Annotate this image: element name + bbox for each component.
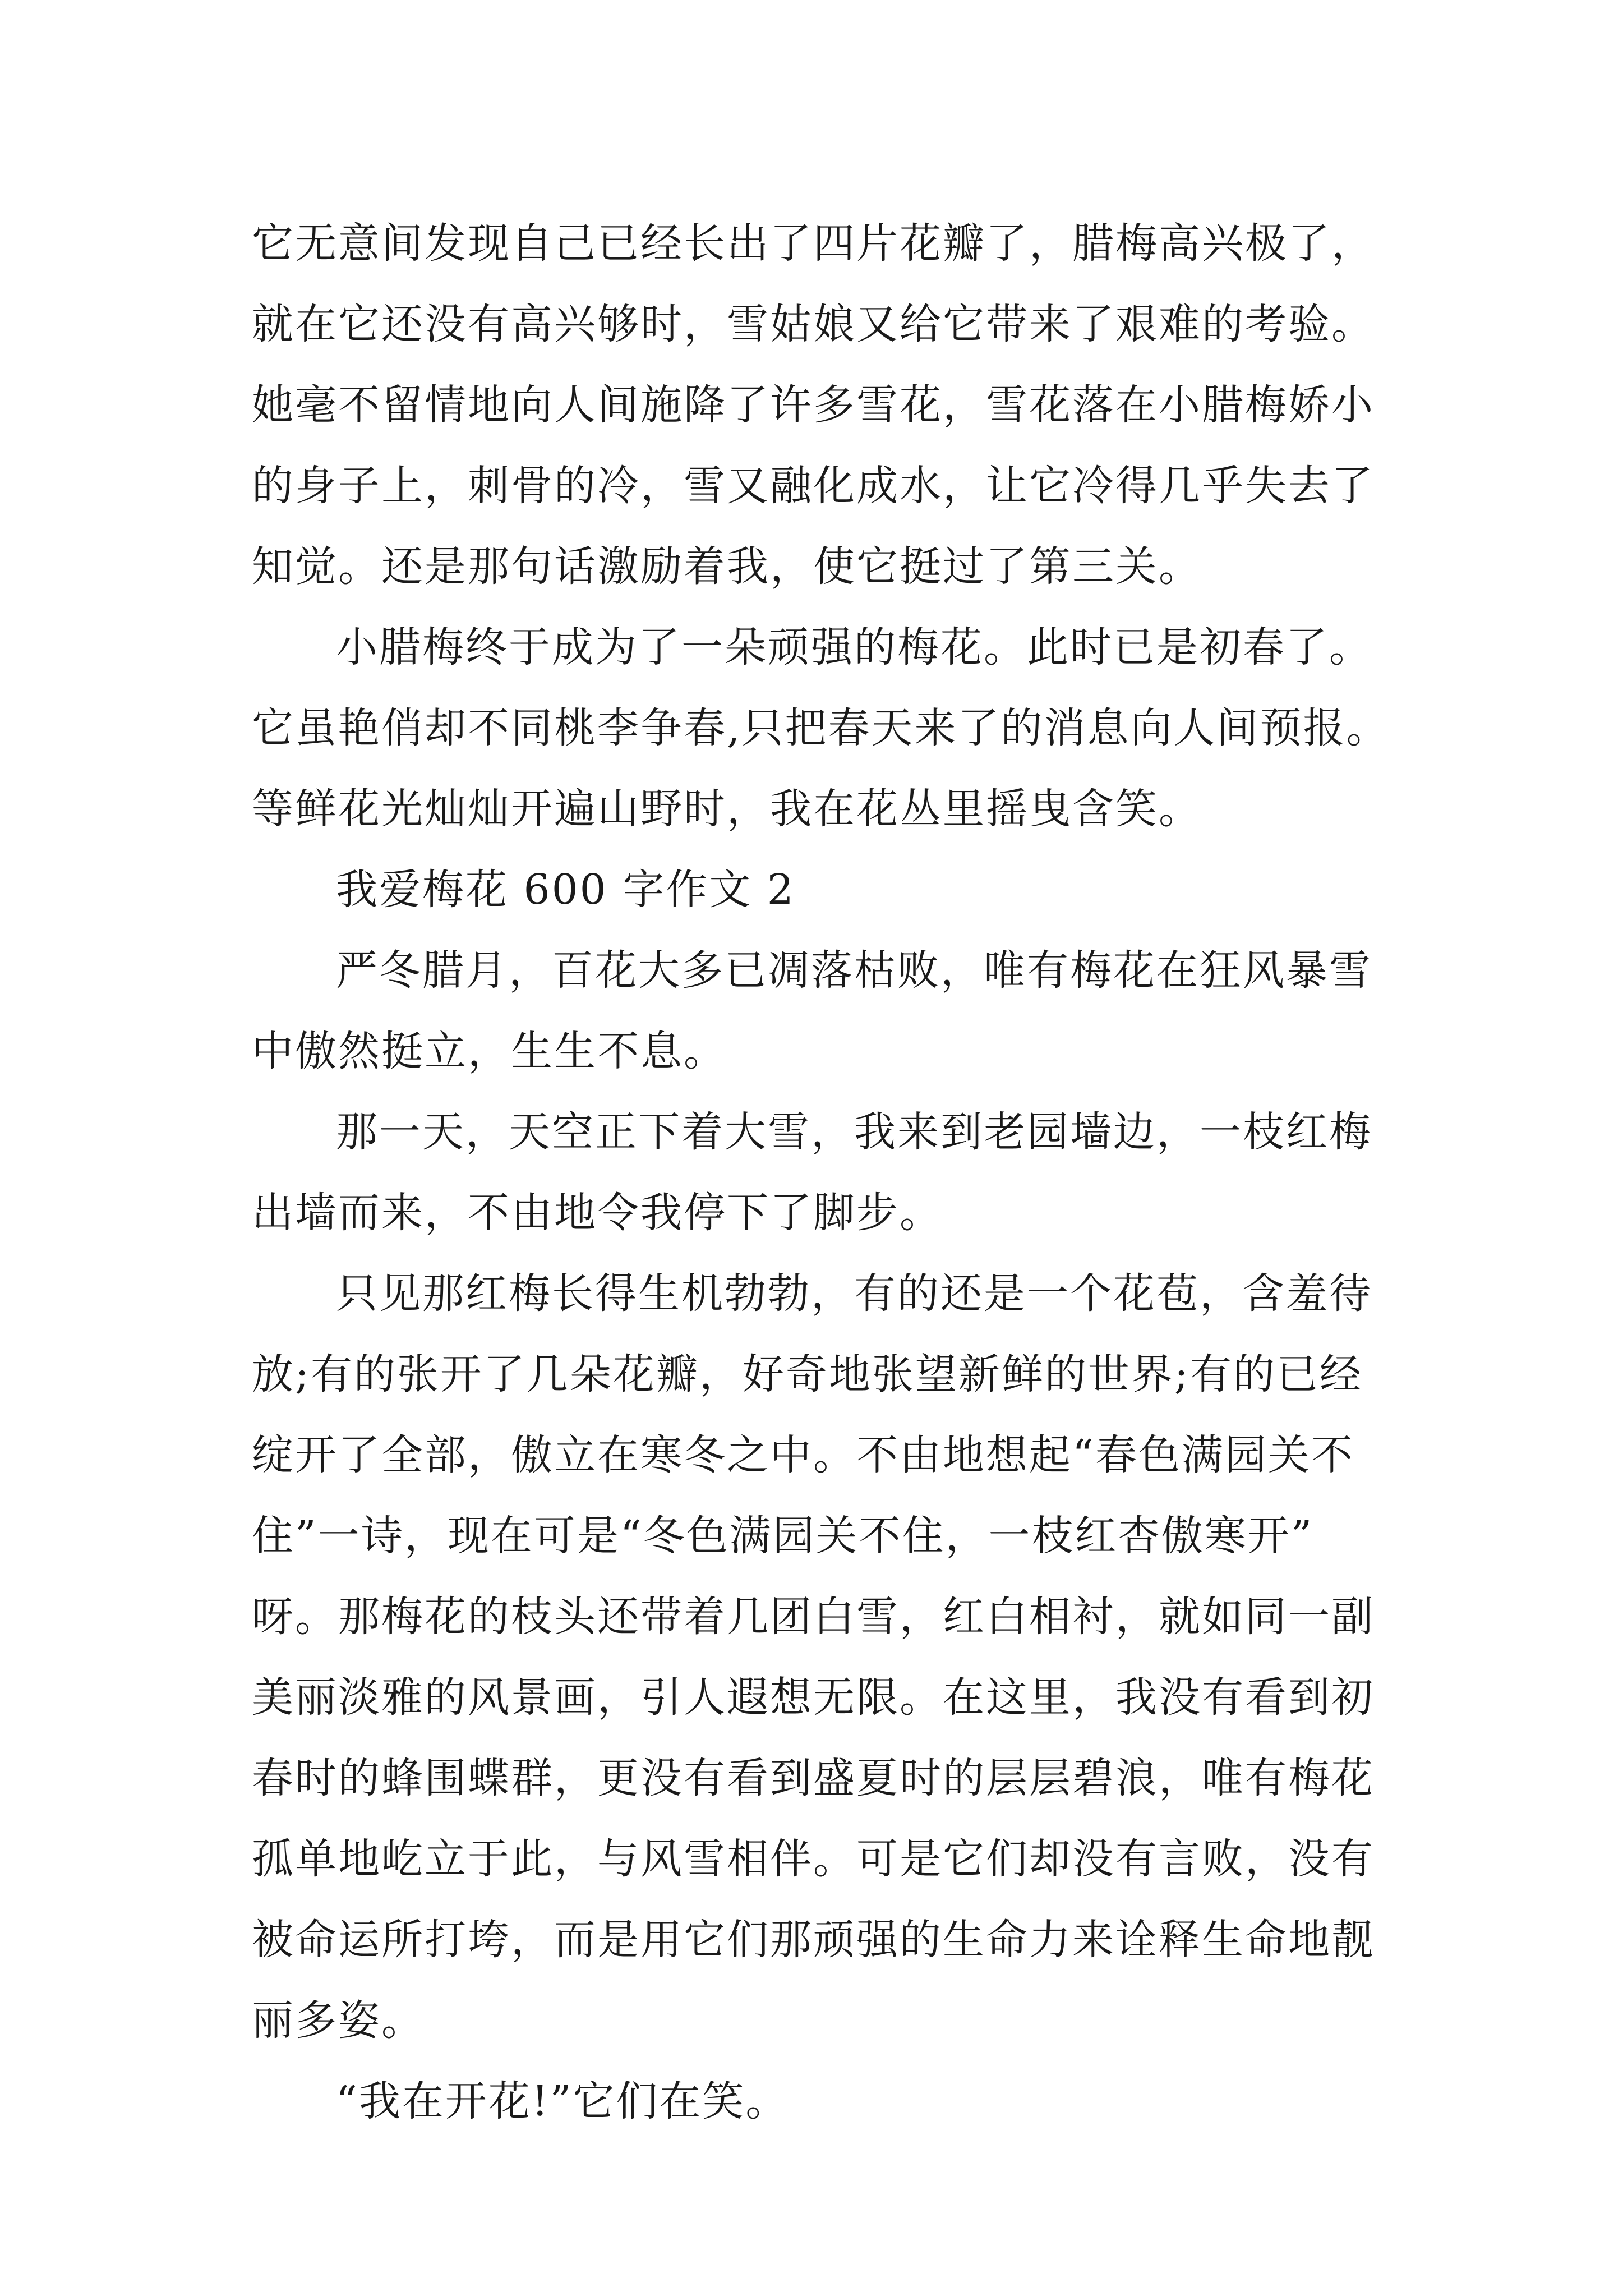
text-line: 她毫不留情地向人间施降了许多雪花，雪花落在小腊梅娇小 — [252, 381, 1375, 429]
paragraph — [252, 607, 1390, 849]
paragraph — [252, 2061, 1390, 2142]
text-line: 出墙而来，不由地令我停下了脚步。 — [252, 1189, 943, 1237]
text-line: 被命运所打垮，而是用它们那顽强的生命力来诠释生命地靓 — [252, 1916, 1375, 1964]
text-line: 中傲然挺立，生生不息。 — [252, 1027, 727, 1075]
text-line: 只见那红梅长得生机勃勃，有的还是一个花苞，含羞待 — [336, 1269, 1372, 1318]
text-line: 它无意间发现自己已经长出了四片花瓣了，腊梅高兴极了， — [252, 219, 1375, 268]
text-line: 小腊梅终于成为了一朵顽强的梅花。此时已是初春了。 — [336, 623, 1372, 671]
text-line: 知觉。还是那句话激励着我，使它挺过了第三关。 — [252, 542, 1202, 591]
paragraph — [252, 930, 1390, 1092]
document-body — [252, 203, 1390, 2142]
text-line: 严冬腊月，百花大多已凋落枯败，唯有梅花在狂风暴雪 — [336, 946, 1372, 995]
text-line: “我在开花!”它们在笑。 — [336, 2077, 789, 2125]
section-heading — [252, 849, 1390, 930]
heading-text: 我爱梅花 600 字作文 2 — [336, 866, 795, 914]
text-line: 孤单地屹立于此，与风雪相伴。可是它们却没有言败，没有 — [252, 1835, 1375, 1883]
text-line: 呀。那梅花的枝头还带着几团白雪，红白相衬，就如同一副 — [252, 1593, 1375, 1641]
text-line: 住”一诗，现在可是“冬色满园关不住，一枝红杏傲寒开” — [252, 1512, 1314, 1560]
text-line: 放;有的张开了几朵花瓣，好奇地张望新鲜的世界;有的已经 — [252, 1350, 1363, 1398]
text-line: 的身子上，刺骨的冷，雪又融化成水，让它冷得几乎失去了 — [252, 462, 1375, 510]
paragraph — [252, 1092, 1390, 1253]
paragraph — [252, 203, 1390, 607]
text-line: 美丽淡雅的风景画，引人遐想无限。在这里，我没有看到初 — [252, 1673, 1375, 1722]
text-line: 等鲜花光灿灿开遍山野时，我在花丛里摇曳含笑。 — [252, 785, 1202, 833]
paragraph — [252, 1253, 1390, 2061]
text-line: 它虽艳俏却不同桃李争春,只把春天来了的消息向人间预报。 — [252, 704, 1390, 752]
text-line: 绽开了全部，傲立在寒冬之中。不由地想起“春色满园关不 — [252, 1431, 1354, 1479]
text-line: 就在它还没有高兴够时，雪姑娘又给它带来了艰难的考验。 — [252, 300, 1375, 348]
text-line: 春时的蜂围蝶群，更没有看到盛夏时的层层碧浪，唯有梅花 — [252, 1754, 1375, 1802]
text-line: 丽多姿。 — [252, 1996, 425, 2045]
text-line: 那一天，天空正下着大雪，我来到老园墙边，一枝红梅 — [336, 1108, 1372, 1156]
